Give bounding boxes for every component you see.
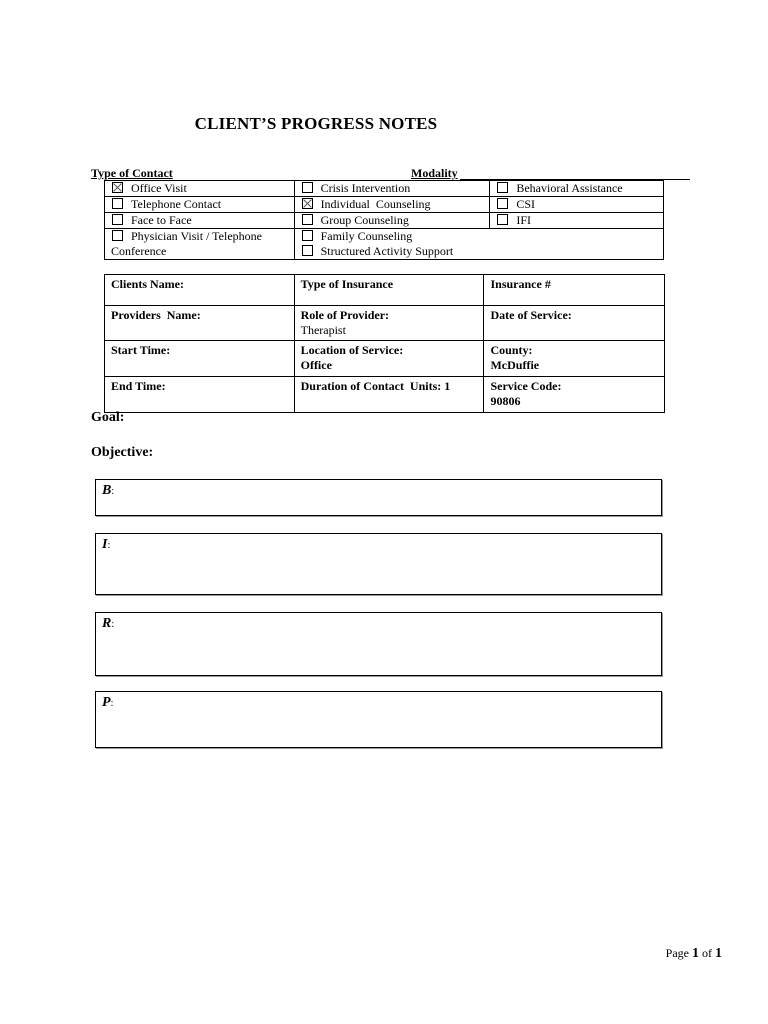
option-crisis-intervention[interactable]: Crisis Intervention <box>299 181 490 196</box>
option-ifi[interactable]: IFI <box>494 213 663 228</box>
objective-label: Objective: <box>91 445 154 460</box>
option-family-counseling[interactable]: Family Counseling <box>299 229 490 244</box>
type-of-insurance-cell[interactable]: Type of Insurance <box>294 275 484 306</box>
checkbox-icon[interactable] <box>112 214 123 225</box>
r-letter: R <box>102 616 112 631</box>
option-group-counseling[interactable]: Group Counseling <box>299 213 490 228</box>
option-behavioral-assistance[interactable]: Behavioral Assistance <box>494 181 663 196</box>
clients-name-cell[interactable]: Clients Name: <box>105 275 295 306</box>
providers-name-cell[interactable]: Providers Name: <box>105 306 295 341</box>
option-structured-activity-support[interactable]: Structured Activity Support <box>299 244 490 259</box>
checkbox-icon[interactable] <box>302 245 313 256</box>
option-telephone-contact[interactable]: Telephone Contact <box>109 197 294 212</box>
duration-cell[interactable]: Duration of Contact Units: 1 <box>294 377 484 413</box>
b-behavior-box[interactable]: B: <box>95 479 662 516</box>
county-cell[interactable]: County: McDuffie <box>484 341 665 377</box>
option-office-visit[interactable]: Office Visit <box>109 181 294 196</box>
r-response-box[interactable]: R: <box>95 612 662 676</box>
date-of-service-cell[interactable]: Date of Service: <box>484 306 665 341</box>
location-of-service-cell[interactable]: Location of Service: Office <box>294 341 484 377</box>
option-individual-counseling[interactable]: Individual Counseling <box>299 197 490 212</box>
b-letter: B <box>102 483 112 498</box>
option-physician-visit[interactable]: Physician Visit / Telephone Conference <box>111 229 262 258</box>
page-title: CLIENT’S PROGRESS NOTES <box>194 114 438 133</box>
end-time-cell[interactable]: End Time: <box>105 377 295 413</box>
p-letter: P <box>102 695 111 710</box>
goal-label: Goal: <box>91 410 125 425</box>
option-csi[interactable]: CSI <box>494 197 663 212</box>
checkbox-icon[interactable] <box>302 230 313 241</box>
contact-modality-table <box>104 180 664 260</box>
p-plan-box[interactable]: P: <box>95 691 662 748</box>
checkbox-checked-icon[interactable] <box>112 182 123 193</box>
checkbox-icon[interactable] <box>497 182 508 193</box>
checkbox-icon[interactable] <box>112 198 123 209</box>
checkbox-icon[interactable] <box>497 214 508 225</box>
insurance-number-cell[interactable]: Insurance # <box>484 275 665 306</box>
role-of-provider-cell[interactable]: Role of Provider: Therapist <box>294 306 484 341</box>
modality-header: Modality <box>411 166 458 180</box>
checkbox-icon[interactable] <box>112 230 123 241</box>
checkbox-icon[interactable] <box>302 214 313 225</box>
i-letter: I <box>102 537 108 552</box>
checkbox-checked-icon[interactable] <box>302 198 313 209</box>
checkbox-icon[interactable] <box>302 182 313 193</box>
checkbox-icon[interactable] <box>497 198 508 209</box>
service-code-cell[interactable]: Service Code: 90806 <box>484 377 665 413</box>
option-face-to-face[interactable]: Face to Face <box>109 213 294 228</box>
client-info-table <box>104 274 665 413</box>
i-intervention-box[interactable]: I: <box>95 533 662 595</box>
type-of-contact-header: Type of Contact <box>91 166 173 180</box>
start-time-cell[interactable]: Start Time: <box>105 341 295 377</box>
page-number: Page 1 of 1 <box>665 946 722 961</box>
